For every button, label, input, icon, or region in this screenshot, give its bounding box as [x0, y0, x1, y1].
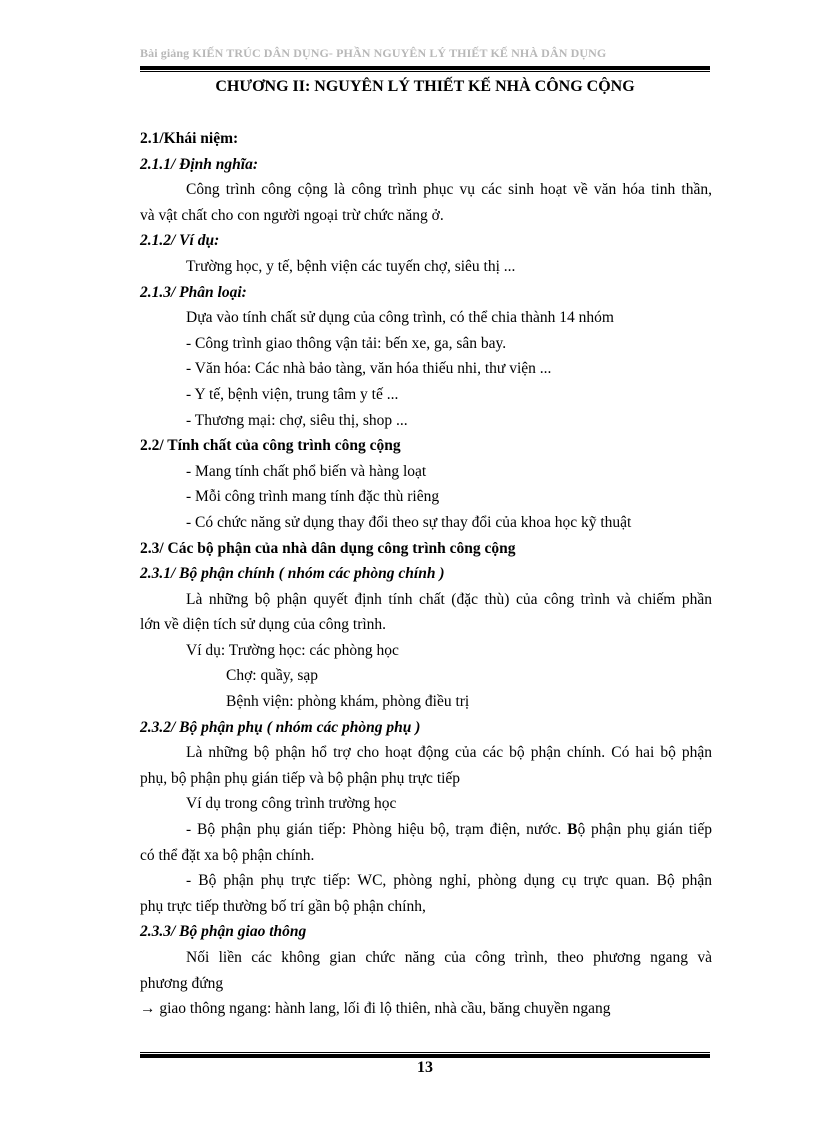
subsection-heading-2-1-1: 2.1.1/ Định nghĩa:: [140, 155, 259, 173]
document-body: [140, 126, 712, 1022]
paragraph-line: Công trình công cộng là công trình phục vụ các sinh hoạt về văn hóa tinh thần,: [186, 181, 712, 199]
paragraph-line: Trường học, y tế, bệnh viện các tuyến chợ, siêu thị ...: [186, 257, 516, 275]
list-item: - Có chức năng sử dụng thay đổi theo sự thay đổi của khoa học kỹ thuật: [186, 513, 632, 531]
section-heading-2-3: 2.3/ Các bộ phận của nhà dân dụng công trình công cộng: [140, 539, 516, 557]
list-item: - Văn hóa: Các nhà bảo tàng, văn hóa thiếu nhi, thư viện ...: [186, 360, 552, 378]
text-run: - Bộ phận phụ gián tiếp: Phòng hiệu bộ, trạm điện, nước.: [186, 821, 568, 839]
paragraph-line: phụ trực tiếp thường bố trí gần bộ phận chính,: [140, 897, 426, 915]
list-item: - Công trình giao thông vận tải: bến xe, ga, sân bay.: [186, 334, 507, 352]
paragraph-line: → giao thông ngang: hành lang, lối đi lộ thiên, nhà cầu, băng chuyền ngang: [140, 1000, 611, 1018]
paragraph-line: Là những bộ phận quyết định tính chất (đặc thù) của công trình và chiếm phần: [186, 590, 712, 608]
list-item: - Mỗi công trình mang tính đặc thù riêng: [186, 488, 440, 506]
paragraph-line: Ví dụ trong công trình trường học: [186, 795, 397, 813]
list-item: - Y tế, bệnh viện, trung tâm y tế ...: [186, 385, 399, 403]
chapter-title: CHƯƠNG II: NGUYÊN LÝ THIẾT KẾ NHÀ CÔNG CỘNG: [215, 78, 635, 95]
subsection-heading-2-1-2: 2.1.2/ Ví dụ:: [140, 232, 220, 250]
paragraph-line: phụ, bộ phận phụ gián tiếp và bộ phận phụ trực tiếp: [140, 769, 461, 787]
example-line: Ví dụ: Trường học: các phòng học: [186, 641, 399, 659]
section-heading-2-1: 2.1/Khái niệm:: [140, 130, 239, 147]
subsection-heading-2-3-1: 2.3.1/ Bộ phận chính ( nhóm các phòng chính ): [140, 565, 445, 583]
running-header: Bài giảng KIẾN TRÚC DÂN DỤNG- PHẦN NGUYÊN LÝ THIẾT KẾ NHÀ DÂN DỤNG: [140, 46, 607, 60]
paragraph-line: Nối liền các không gian chức năng của công trình, theo phương ngang và: [186, 949, 712, 966]
footer-rule: [140, 1052, 710, 1058]
subsection-heading-2-1-3: 2.1.3/ Phân loại:: [140, 283, 247, 301]
paragraph-line: - Bộ phận phụ trực tiếp: WC, phòng nghỉ, phòng dụng cụ trực quan. Bộ phận: [186, 872, 712, 890]
subsection-heading-2-3-3: 2.3.3/ Bộ phận giao thông: [140, 923, 307, 941]
example-line: Bệnh viện: phòng khám, phòng điều trị: [226, 693, 470, 711]
paragraph-line: Là những bộ phận hổ trợ cho hoạt động của các bộ phận chính. Có hai bộ phận: [186, 744, 712, 762]
paragraph-line: và vật chất cho con người ngoại trừ chức năng ở.: [140, 206, 444, 224]
paragraph-line: [140, 817, 712, 843]
list-item: - Mang tính chất phổ biến và hàng loạt: [186, 462, 427, 480]
paragraph-line: có thể đặt xa bộ phận chính.: [140, 846, 315, 864]
subsection-heading-2-3-2: 2.3.2/ Bộ phận phụ ( nhóm các phòng phụ ): [140, 718, 421, 736]
section-heading-2-2: 2.2/ Tính chất của công trình công cộng: [140, 437, 401, 455]
example-line: Chợ: quầy, sạp: [226, 667, 319, 685]
bold-letter: B: [567, 821, 578, 839]
paragraph-line: phương đứng: [140, 974, 224, 992]
paragraph-line: Dựa vào tính chất sử dụng của công trình, có thể chia thành 14 nhóm: [186, 309, 614, 327]
paragraph-line: lớn về diện tích sử dụng của công trình.: [140, 616, 387, 634]
header-rule: [140, 66, 710, 72]
text-run: ộ phận phụ gián tiếp: [577, 821, 712, 839]
list-item: - Thương mại: chợ, siêu thị, shop ...: [186, 411, 408, 429]
page-number: 13: [417, 1059, 433, 1076]
